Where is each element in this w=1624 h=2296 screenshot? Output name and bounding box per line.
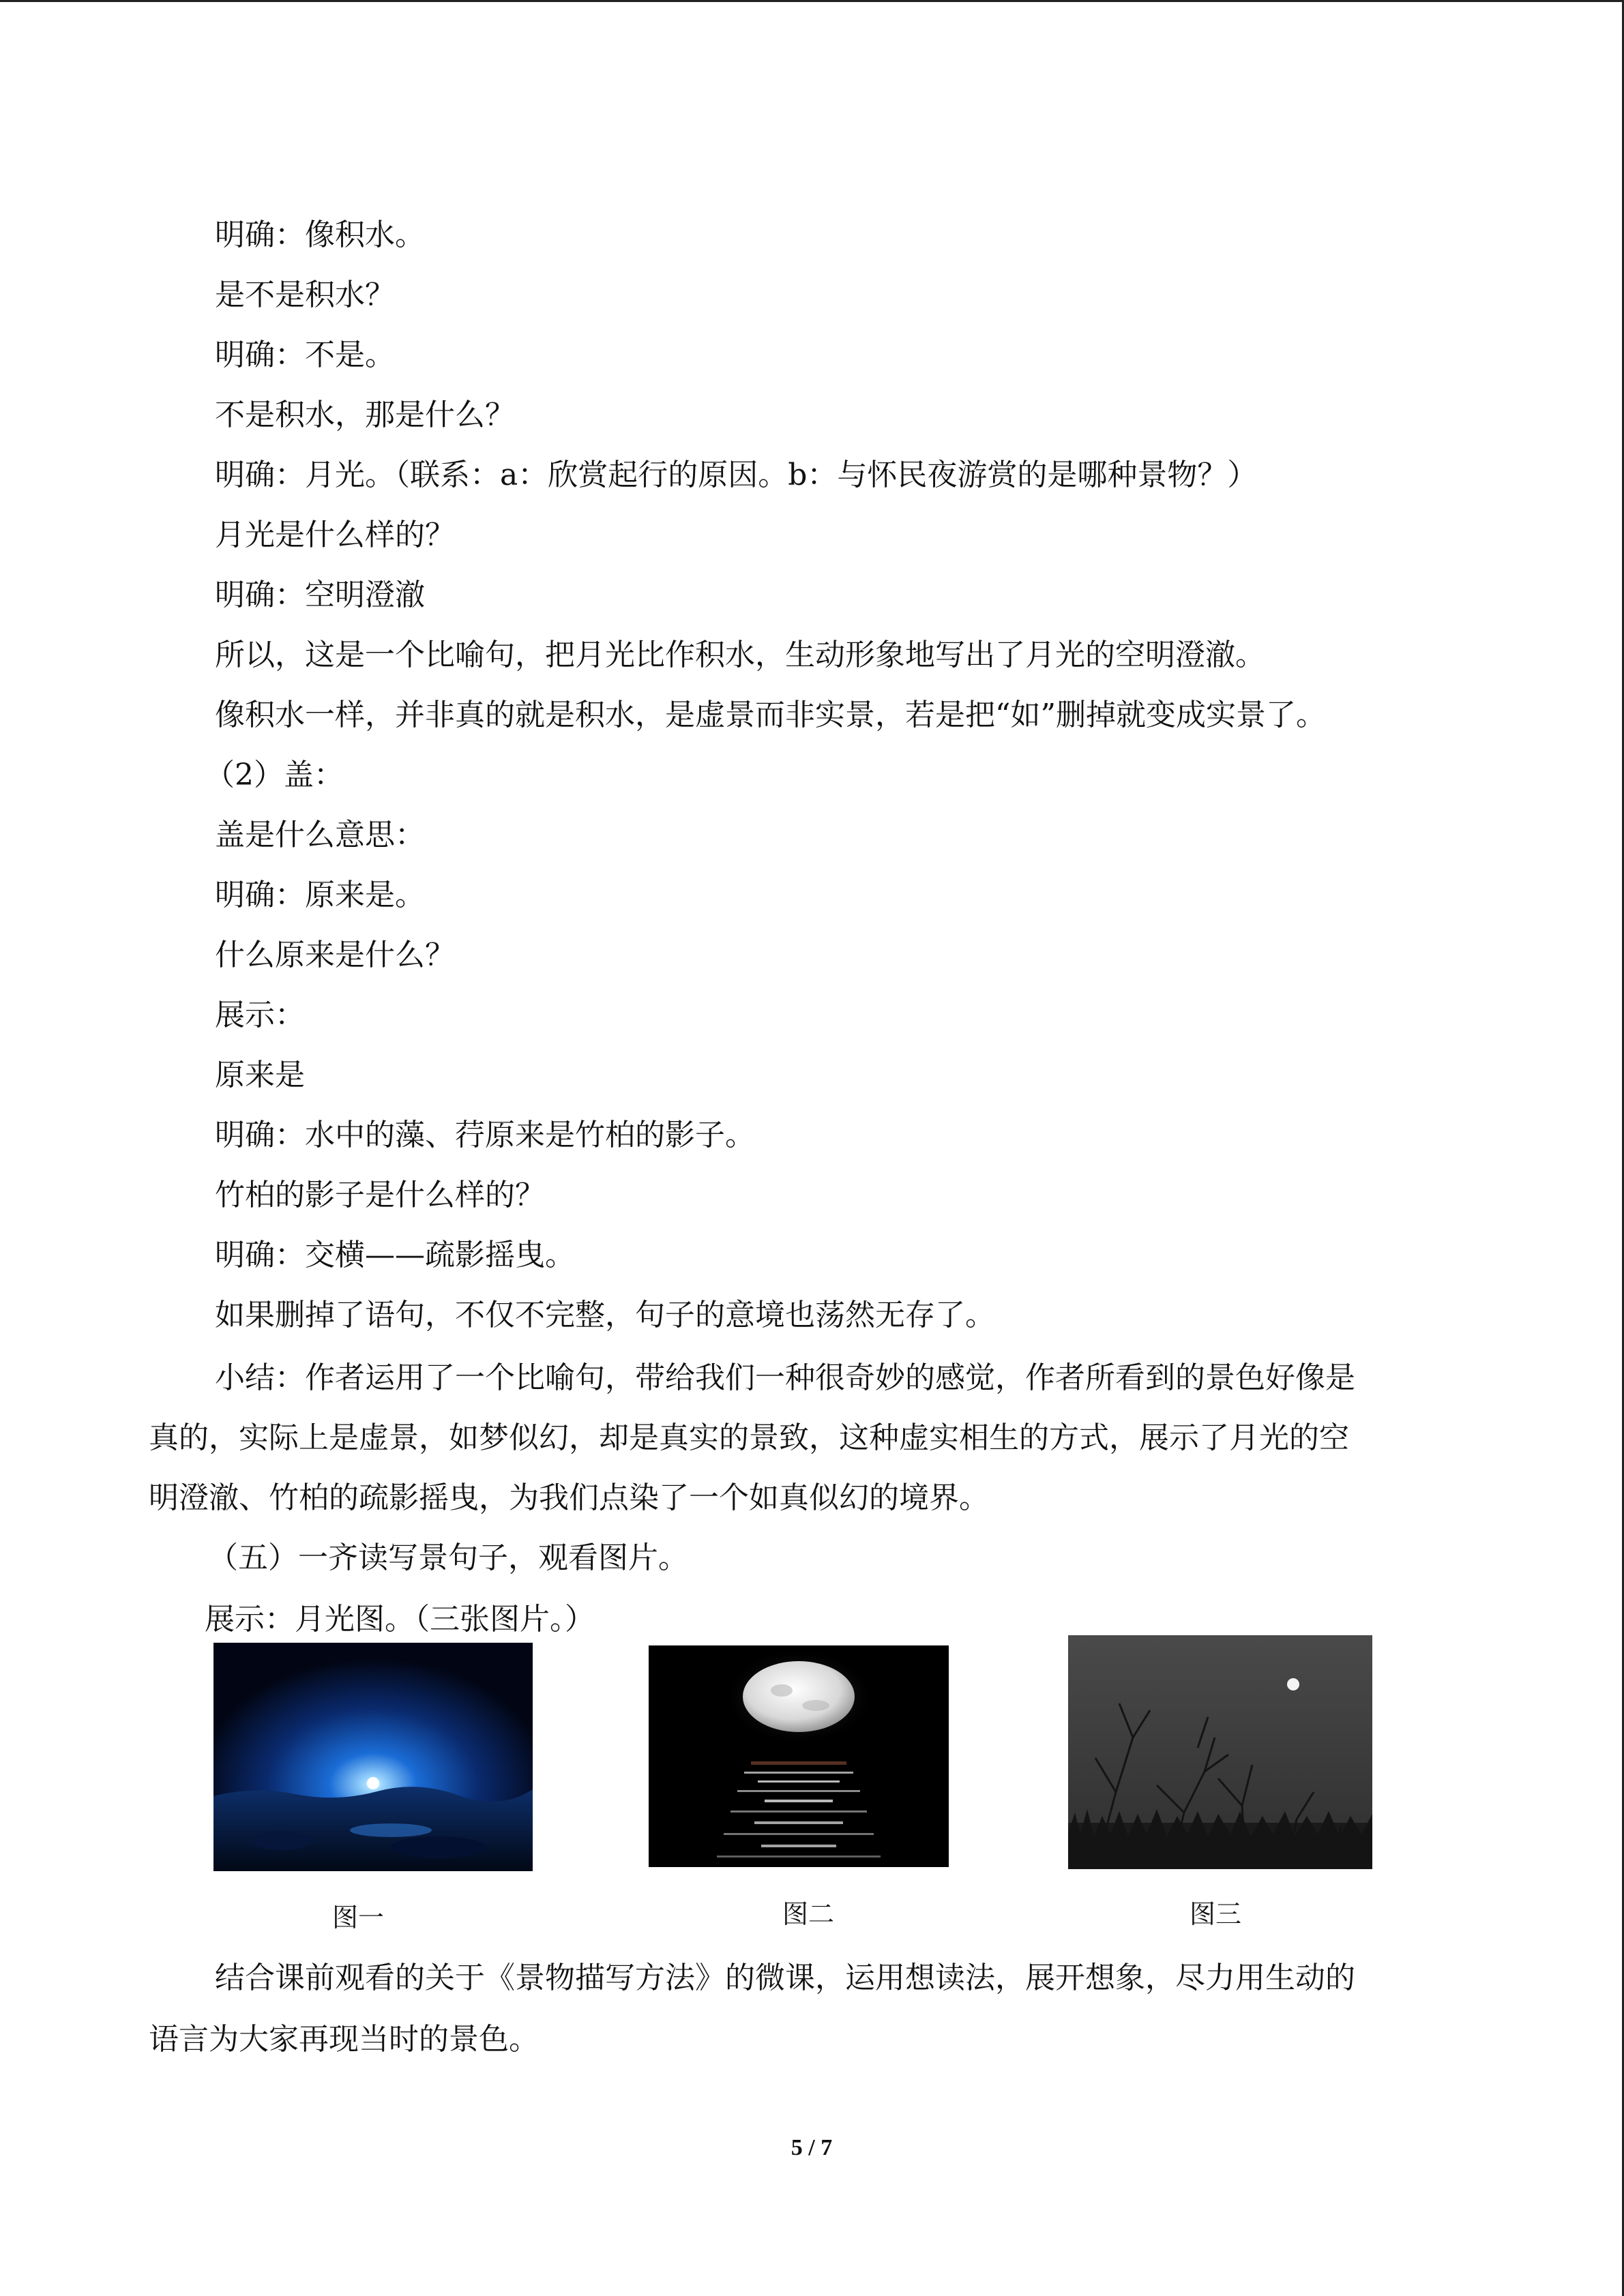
moonlight-photo-3	[1068, 1635, 1372, 1869]
closing-line: 语言为大家再现当时的景色。	[149, 2022, 539, 2057]
summary-line: 真的，实际上是虚景，如梦似幻，却是真实的景致，这种虚实相生的方式，展示了月光的空	[149, 1420, 1349, 1455]
text-line: 是不是积水？	[215, 278, 395, 312]
photo-caption: 图二	[782, 1899, 834, 1929]
text-line: 明确：不是。	[215, 338, 395, 372]
photo-caption: 图三	[1189, 1899, 1241, 1929]
section-heading: （2）盖：	[205, 758, 344, 792]
text-line: 原来是	[215, 1058, 305, 1092]
page-number: 5 / 7	[791, 2135, 833, 2160]
text-line: 明确：像积水。	[215, 218, 425, 252]
text-line: 明确：月光。（联系：a：欣赏起行的原因。b：与怀民夜游赏的是哪种景物？）	[215, 458, 1258, 492]
summary-line: 小结：作者运用了一个比喻句，带给我们一种很奇妙的感觉，作者所看到的景色好像是	[215, 1360, 1355, 1395]
closing-line: 结合课前观看的关于《景物描写方法》的微课，运用想读法，展开想象，尽力用生动的	[215, 1960, 1355, 1995]
text-line: 盖是什么意思：	[215, 818, 425, 852]
show-label: 展示：月光图。（三张图片。）	[205, 1602, 595, 1637]
text-line: 月光是什么样的？	[215, 518, 455, 552]
text-line: 明确：原来是。	[215, 878, 425, 912]
photo-caption: 图一	[331, 1903, 384, 1933]
text-line: 明确：水中的藻、荇原来是竹柏的影子。	[215, 1118, 755, 1152]
text-line: 展示：	[215, 998, 305, 1032]
summary-line: 明澄澈、竹柏的疏影摇曳，为我们点染了一个如真似幻的境界。	[149, 1480, 989, 1515]
text-line: 什么原来是什么？	[215, 938, 455, 972]
text-line: 像积水一样，并非真的就是积水，是虚景而非实景，若是把“如”删掉就变成实景了。	[215, 698, 1326, 732]
text-line: 明确：空明澄澈	[215, 578, 425, 612]
text-line: 不是积水，那是什么？	[215, 398, 515, 432]
text-line: 如果删掉了语句，不仅不完整，句子的意境也荡然无存了。	[215, 1298, 995, 1332]
section-heading: （五）一齐读写景句子，观看图片。	[208, 1540, 688, 1575]
moonlight-photo-2	[649, 1645, 949, 1867]
text-line: 明确：交横——疏影摇曳。	[215, 1238, 575, 1272]
text-line: 竹柏的影子是什么样的？	[215, 1178, 545, 1212]
text-line: 所以，这是一个比喻句，把月光比作积水，生动形象地写出了月光的空明澄澈。	[215, 638, 1265, 672]
moonlight-photo-1	[213, 1643, 533, 1871]
